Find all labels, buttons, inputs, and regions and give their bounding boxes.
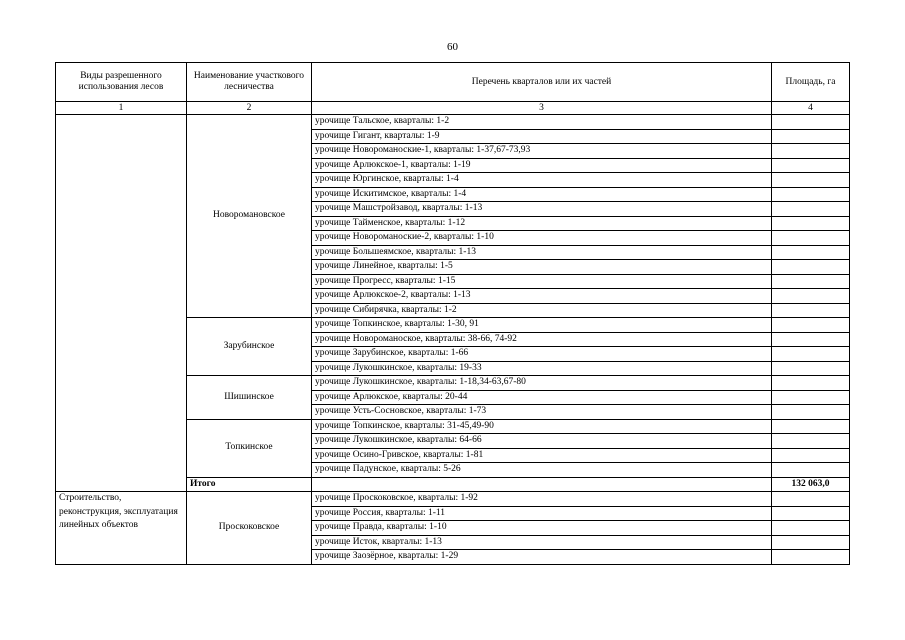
forest-use-table	[55, 62, 850, 565]
total-label: Итого	[187, 477, 312, 492]
quarter-list-cell: урочище Падунское, кварталы: 5-26	[312, 463, 772, 478]
quarter-list-cell: урочище Новороманоские-2, кварталы: 1-10	[312, 231, 772, 246]
area-cell	[772, 318, 850, 333]
quarter-list-cell: урочище Новороманоские-1, кварталы: 1-37,67-73,93	[312, 144, 772, 159]
quarter-list-cell: урочище Новороманоское, кварталы: 38-66, 74-92	[312, 332, 772, 347]
area-cell	[772, 260, 850, 275]
forestry-name: Шишинское	[187, 376, 312, 420]
area-cell	[772, 173, 850, 188]
column-number: 3	[312, 102, 772, 115]
area-cell	[772, 448, 850, 463]
area-cell	[772, 289, 850, 304]
table-body	[56, 102, 850, 565]
forestry-name: Топкинское	[187, 419, 312, 477]
quarter-list-cell: урочище Проскоковское, кварталы: 1-92	[312, 492, 772, 507]
area-cell	[772, 361, 850, 376]
area-cell	[772, 202, 850, 217]
quarter-list-cell: урочище Правда, кварталы: 1-10	[312, 521, 772, 536]
quarter-list-cell: урочище Лукошкинское, кварталы: 1-18,34-63,67-80	[312, 376, 772, 391]
area-cell	[772, 492, 850, 507]
quarter-list-cell: урочище Гигант, кварталы: 1-9	[312, 129, 772, 144]
table-row	[56, 492, 850, 507]
quarter-list-cell: урочище Лукошкинское, кварталы: 64-66	[312, 434, 772, 449]
area-cell	[772, 274, 850, 289]
quarter-list-cell: урочище Искитимское, кварталы: 1-4	[312, 187, 772, 202]
quarter-list-cell: урочище Топкинское, кварталы: 31-45,49-90	[312, 419, 772, 434]
quarter-list-cell: урочище Арлюкское-1, кварталы: 1-19	[312, 158, 772, 173]
quarter-list-cell: урочище Арлюкское, кварталы: 20-44	[312, 390, 772, 405]
quarter-list-cell: урочище Тайменское, кварталы: 1-12	[312, 216, 772, 231]
quarter-list-cell: урочище Прогресс, кварталы: 1-15	[312, 274, 772, 289]
header-forestry: Наименование участкового лесничества	[187, 63, 312, 102]
area-cell	[772, 405, 850, 420]
quarter-list-cell: урочище Россия, кварталы: 1-11	[312, 506, 772, 521]
area-cell	[772, 115, 850, 130]
area-cell	[772, 332, 850, 347]
quarter-list-cell: урочище Большеямское, кварталы: 1-13	[312, 245, 772, 260]
column-number: 4	[772, 102, 850, 115]
page-number: 60	[447, 41, 458, 53]
quarter-list-cell: урочище Машстройзавод, кварталы: 1-13	[312, 202, 772, 217]
forestry-name: Зарубинское	[187, 318, 312, 376]
area-cell	[772, 506, 850, 521]
quarter-list-cell: урочище Топкинское, кварталы: 1-30, 91	[312, 318, 772, 333]
quarter-list-cell: урочище Осино-Гривское, кварталы: 1-81	[312, 448, 772, 463]
area-cell	[772, 158, 850, 173]
area-cell	[772, 144, 850, 159]
forestry-name: Проскоковское	[187, 492, 312, 565]
quarter-list-cell: урочище Тальское, кварталы: 1-2	[312, 115, 772, 130]
quarter-list-cell: урочище Арлюкское-2, кварталы: 1-13	[312, 289, 772, 304]
quarter-list-cell: урочище Зарубинское, кварталы: 1-66	[312, 347, 772, 362]
quarter-list-cell: урочище Усть-Сосновское, кварталы: 1-73	[312, 405, 772, 420]
area-cell	[772, 535, 850, 550]
area-cell	[772, 521, 850, 536]
header-quarters: Перечень кварталов или их частей	[312, 63, 772, 102]
area-cell	[772, 216, 850, 231]
use-type-cell: Строительство, реконструкция, эксплуатация линейных объектов	[56, 492, 187, 565]
column-number: 2	[187, 102, 312, 115]
area-cell	[772, 347, 850, 362]
header-area: Площадь, га	[772, 63, 850, 102]
forestry-name: Новоромановское	[187, 115, 312, 318]
area-cell	[772, 231, 850, 246]
area-cell	[772, 187, 850, 202]
quarter-list-cell: урочище Юргинское, кварталы: 1-4	[312, 173, 772, 188]
quarter-list-cell: урочище Лукошкинское, кварталы: 19-33	[312, 361, 772, 376]
table-row	[56, 115, 850, 130]
quarter-list-cell: урочище Линейное, кварталы: 1-5	[312, 260, 772, 275]
use-type-cell	[56, 115, 187, 492]
area-cell	[772, 463, 850, 478]
area-cell	[772, 303, 850, 318]
quarter-list-cell: урочище Заозёрное, кварталы: 1-29	[312, 550, 772, 565]
column-numbers-row	[56, 102, 850, 115]
header-use-type: Виды разрешенного использования лесов	[56, 63, 187, 102]
area-cell	[772, 245, 850, 260]
area-cell	[772, 550, 850, 565]
quarter-list-cell	[312, 477, 772, 492]
area-cell	[772, 376, 850, 391]
area-cell	[772, 419, 850, 434]
total-area: 132 063,0	[772, 477, 850, 492]
area-cell	[772, 434, 850, 449]
quarter-list-cell: урочище Исток, кварталы: 1-13	[312, 535, 772, 550]
quarter-list-cell: урочище Сибирячка, кварталы: 1-2	[312, 303, 772, 318]
area-cell	[772, 129, 850, 144]
area-cell	[772, 390, 850, 405]
column-number: 1	[56, 102, 187, 115]
